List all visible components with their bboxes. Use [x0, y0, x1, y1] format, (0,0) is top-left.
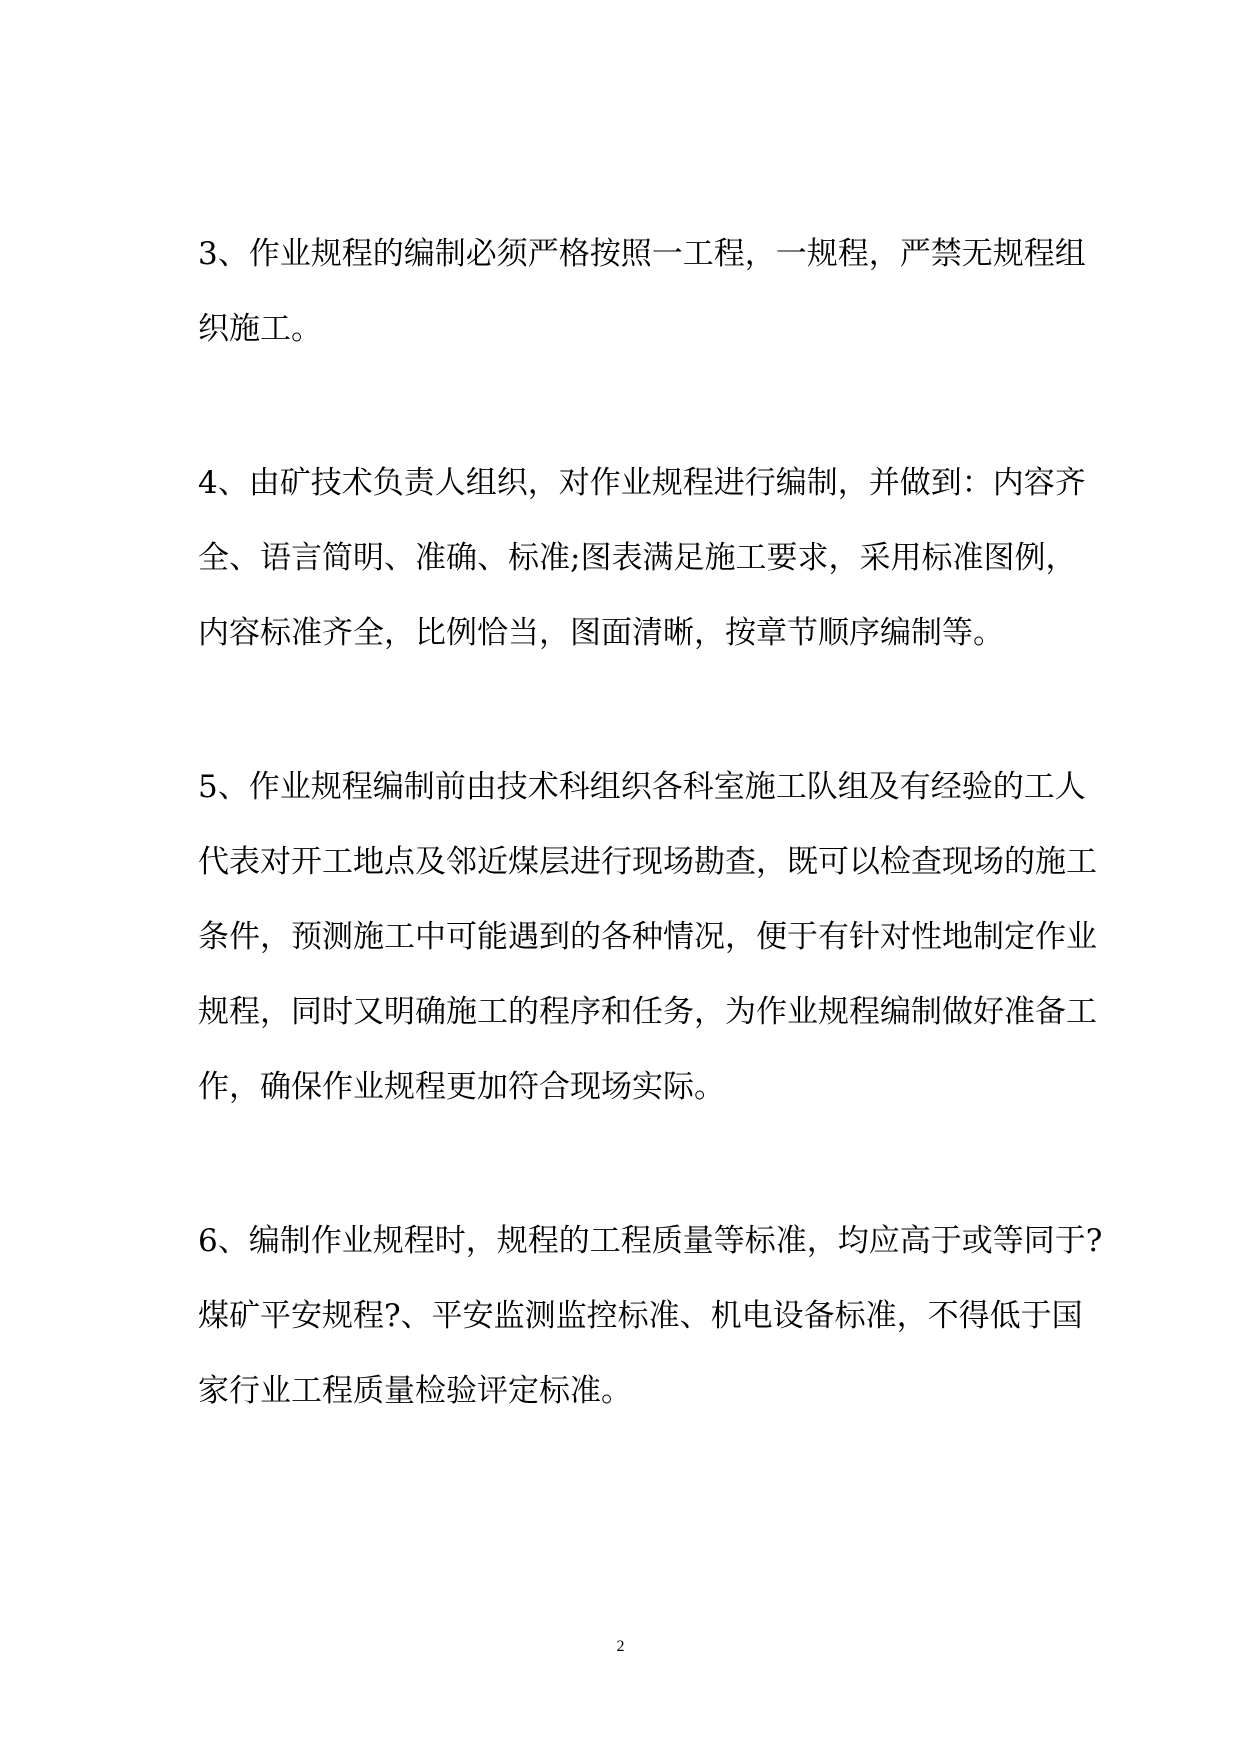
paragraph-5-line-1: 5、作业规程编制前由技术科组织各科室施工队组及有经验的工人 [198, 769, 1086, 805]
paragraph-4-line-1: 4、由矿技术负责人组织，对作业规程进行编制，并做到：内容齐 [198, 465, 1086, 501]
paragraph-5-line-3: 条件，预测施工中可能遇到的各种情况，便于有针对性地制定作业 [198, 919, 1097, 955]
paragraph-6-line-3: 家行业工程质量检验评定标准。 [198, 1373, 632, 1409]
paragraph-5-line-4: 规程，同时又明确施工的程序和任务，为作业规程编制做好准备工 [198, 994, 1097, 1030]
paragraph-3-line-2: 织施工。 [198, 311, 322, 347]
paragraph-4-line-2: 全、语言简明、准确、标准;图表满足施工要求，采用标准图例， [198, 540, 1077, 576]
paragraph-5-line-5: 作，确保作业规程更加符合现场实际。 [198, 1069, 725, 1105]
paragraph-6-line-2: 煤矿平安规程?、平安监测监控标准、机电设备标准，不得低于国 [198, 1298, 1083, 1334]
paragraph-6-line-1: 6、编制作业规程时，规程的工程质量等标准，均应高于或等同于? [198, 1223, 1103, 1259]
page-number: 2 [616, 1638, 625, 1655]
paragraph-4-line-3: 内容标准齐全，比例恰当，图面清晰，按章节顺序编制等。 [198, 615, 1004, 651]
paragraph-3-line-1: 3、作业规程的编制必须严格按照一工程，一规程，严禁无规程组 [198, 236, 1086, 272]
paragraph-5-line-2: 代表对开工地点及邻近煤层进行现场勘查，既可以检查现场的施工 [198, 844, 1097, 880]
